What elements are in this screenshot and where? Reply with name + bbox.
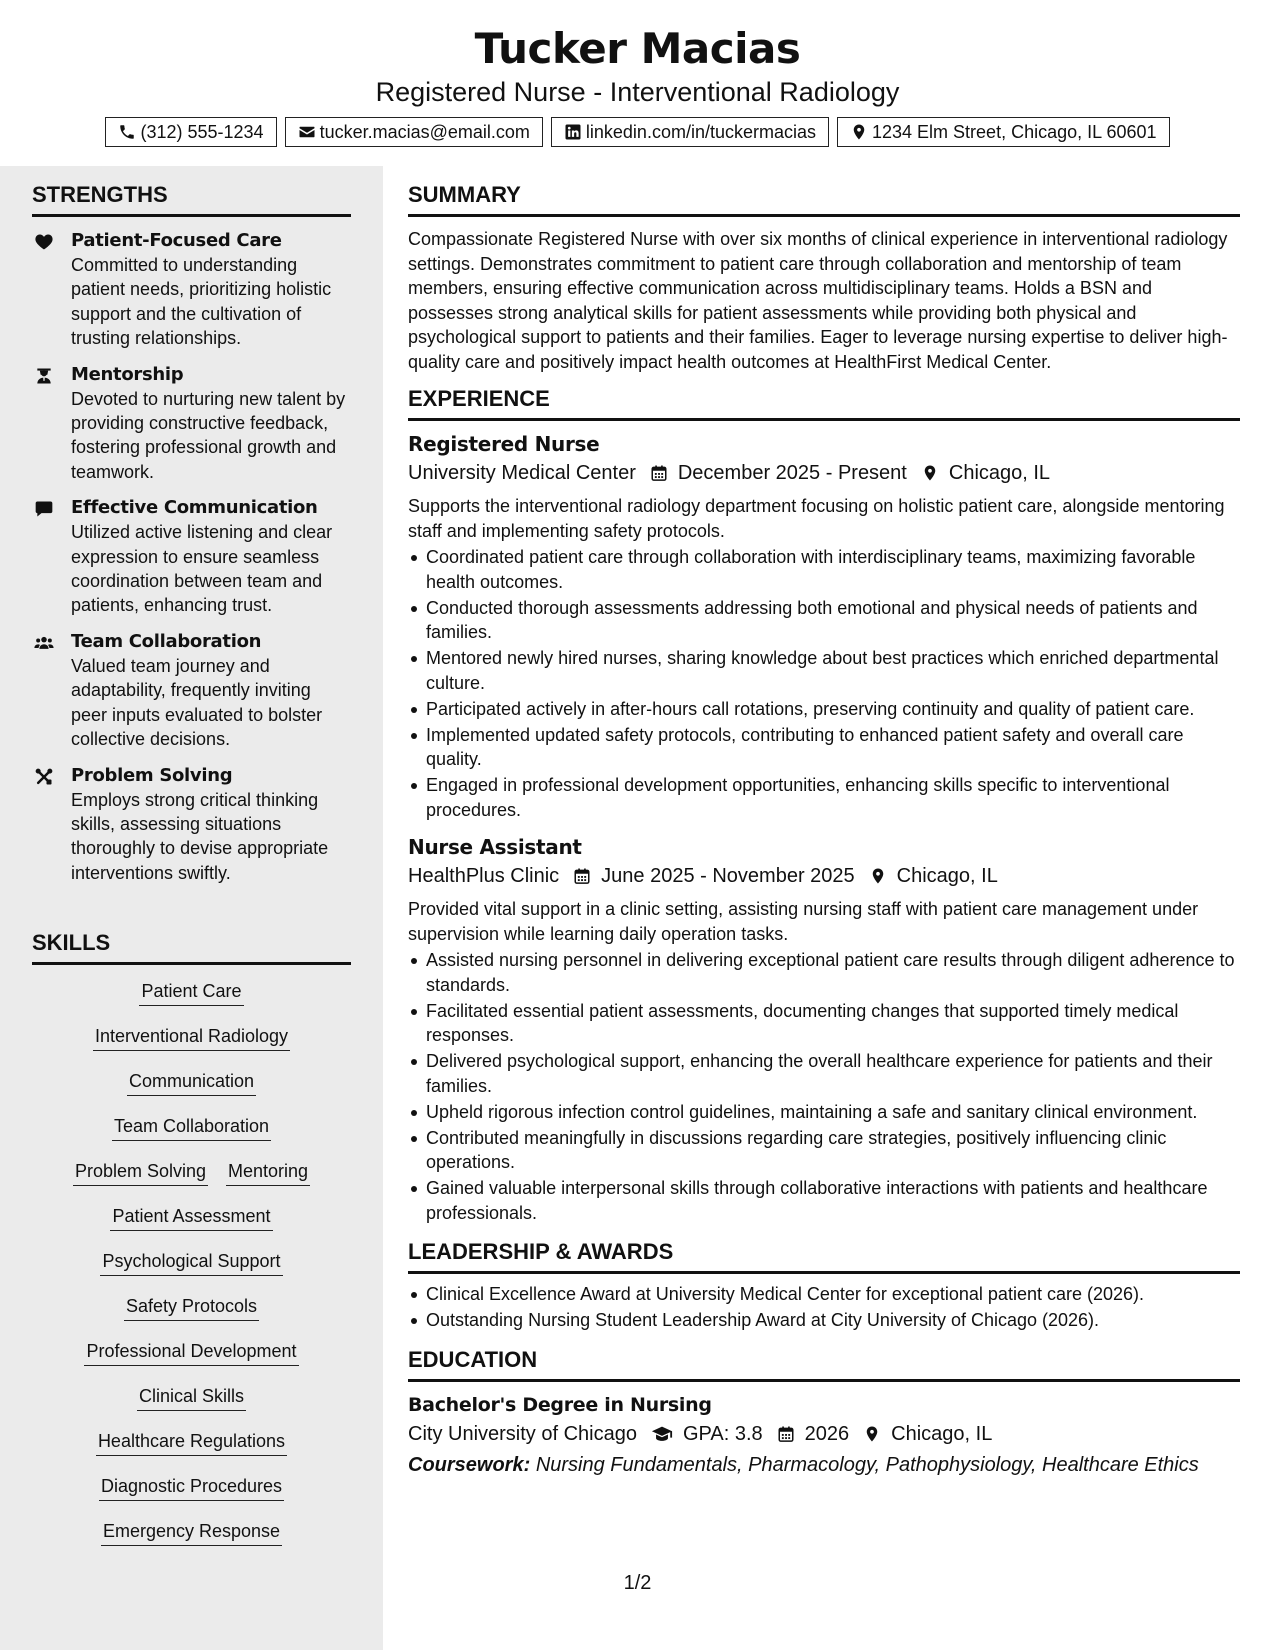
edu-degree: Bachelor's Degree in Nursing [408,1393,712,1416]
skill-tag: Diagnostic Procedures [99,1474,284,1501]
skills-heading: SKILLS [32,930,351,965]
strength-desc: Utilized active listening and clear expression to ensure seamless coordination between team and patients, enhancing trust. [71,522,333,616]
tools-icon [34,767,54,787]
edu-gpa: GPA: 3.8 [682,1422,763,1445]
skill-tag: Patient Care [139,979,243,1006]
strength-desc: Devoted to nurturing new talent by providing constructive feedback, fostering professional growth and teamwork. [71,388,346,482]
graduation-cap-icon [651,1423,673,1445]
skill-tag: Emergency Response [101,1519,282,1546]
map-pin-icon [863,1425,881,1443]
strength-title: Team Collaboration [71,630,262,652]
resume-header [0,0,1275,147]
skill-tag: Problem Solving [73,1159,208,1186]
page-number: 1/2 [623,1572,652,1594]
contact-address [837,117,1170,147]
skill-tag: Safety Protocols [124,1294,259,1321]
skill-tag: Psychological Support [100,1249,282,1276]
edu-school: City University of Chicago [408,1422,637,1445]
job-description: Provided vital support in a clinic setting, assisting nursing staff with patient care management under supervision while learning daily operation tasks. [408,899,1199,944]
candidate-title: Registered Nurse - Interventional Radiology [375,77,900,107]
job-entry [408,431,1240,822]
strength-desc: Committed to understanding patient needs, prioritizing holistic support and the cultivation of trusting relationships. [71,255,332,349]
experience-heading: EXPERIENCE [408,386,1240,421]
main-content [408,166,1240,1479]
job-bullet: Implemented updated safety protocols, contributing to enhanced patient safety and overall care quality. [408,723,1240,772]
map-pin-icon [869,867,887,885]
job-bullet: Facilitated essential patient assessments, documenting changes that supported timely medical responses. [408,999,1240,1048]
job-meta [408,861,1240,891]
strength-title: Problem Solving [71,764,233,786]
job-meta [408,458,1240,488]
coursework-list: Nursing Fundamentals, Pharmacology, Pathophysiology, Healthcare Ethics [535,1453,1199,1476]
job-entry [408,834,1240,1225]
job-bullets [408,948,1240,1225]
contact-email-text: tucker.macias@email.com [319,121,530,142]
candidate-name: Tucker Macias [474,24,801,73]
edu-year: 2026 [804,1422,850,1445]
job-location: Chicago, IL [896,865,998,887]
strength-desc: Employs strong critical thinking skills, assessing situations thoroughly to devise appropriate interventions swiftly. [71,789,329,883]
heart-icon [34,232,54,252]
linkedin-icon [564,123,582,141]
phone-icon [118,123,136,141]
envelope-icon [298,123,316,141]
strength-desc: Valued team journey and adaptability, frequently inviting peer inputs evaluated to bolster collective decisions. [71,655,323,750]
calendar-icon [573,867,591,885]
award-item: Clinical Excellence Award at University Medical Center for exceptional patient care (2026). [408,1282,1240,1307]
sidebar [0,166,383,1650]
contact-phone-text: (312) 555-1234 [140,121,264,142]
contact-address-text: 1234 Elm Street, Chicago, IL 60601 [872,121,1157,142]
contact-email[interactable] [285,117,543,147]
strength-title: Patient-Focused Care [71,230,282,251]
strength-item [32,496,351,618]
users-icon [34,633,54,653]
awards-list [408,1282,1240,1333]
job-role: Registered Nurse [408,432,600,456]
job-bullet: Coordinated patient care through collaboration with interdisciplinary teams, maximizing favorable health outcomes. [408,545,1240,594]
contact-linkedin-text: linkedin.com/in/tuckermacias [585,121,816,142]
skill-tag: Interventional Radiology [93,1024,290,1051]
map-pin-icon [921,464,939,482]
strengths-heading: STRENGTHS [32,182,351,217]
job-bullets [408,545,1240,822]
strengths-section [32,182,351,897]
skill-tag: Communication [127,1069,256,1096]
skill-tag: Patient Assessment [110,1204,272,1231]
map-pin-icon [850,123,868,141]
summary-section [408,182,1240,374]
skill-tag: Professional Development [84,1339,298,1366]
skill-tag: Team Collaboration [112,1114,271,1141]
calendar-icon [777,1425,795,1443]
edu-meta [408,1419,1240,1449]
job-bullet: Upheld rigorous infection control guidelines, maintaining a safe and sanitary clinical environment. [408,1100,1240,1125]
strength-title: Effective Communication [71,497,318,519]
coursework-label: Coursework: [408,1453,531,1476]
job-bullet: Delivered psychological support, enhancing the overall healthcare experience for patients and their families. [408,1049,1240,1098]
education-heading: EDUCATION [408,1347,1240,1382]
job-bullet: Engaged in professional development opportunities, enhancing skills specific to interventional procedures. [408,773,1240,822]
job-bullet: Assisted nursing personnel in delivering exceptional patient care results through diligent adherence to standards. [408,948,1240,997]
job-org: University Medical Center [408,462,636,484]
contact-phone[interactable] [105,117,276,147]
comment-icon [34,499,54,519]
strength-item [32,630,351,752]
skills-section [32,930,351,1564]
skill-tag: Clinical Skills [137,1384,246,1411]
mentor-icon [34,366,54,386]
calendar-icon [650,464,668,482]
strength-item [32,229,351,351]
skills-list [32,979,351,1564]
job-dates: December 2025 - Present [677,462,907,484]
job-description: Supports the interventional radiology department focusing on holistic patient care, alongside mentoring staff and implementing safety protocols. [408,496,1225,541]
awards-heading: LEADERSHIP & AWARDS [408,1239,1240,1274]
summary-heading: SUMMARY [408,182,1240,217]
edu-coursework [408,1451,1240,1479]
award-item: Outstanding Nursing Student Leadership Award at City University of Chicago (2026). [408,1308,1240,1333]
edu-location: Chicago, IL [891,1422,993,1445]
strength-title: Mentorship [71,363,184,385]
job-role: Nurse Assistant [408,835,582,859]
skill-tag: Healthcare Regulations [96,1429,287,1456]
job-bullet: Contributed meaningfully in discussions regarding care strategies, positively influencing clinic operations. [408,1126,1240,1175]
job-dates: June 2025 - November 2025 [601,865,855,887]
strength-item [32,363,351,485]
contact-linkedin[interactable] [551,117,829,147]
job-bullet: Mentored newly hired nurses, sharing knowledge about best practices which enriched departmental culture. [408,646,1240,695]
job-org: HealthPlus Clinic [408,865,560,887]
education-section [408,1347,1240,1479]
awards-section [408,1239,1240,1333]
experience-section [408,386,1240,1225]
job-bullet: Gained valuable interpersonal skills through collaborative interactions with patients and healthcare professionals. [408,1176,1240,1225]
summary-text: Compassionate Registered Nurse with over six months of clinical experience in interventional radiology settings. Demonstrates commitment to patient care through collaboration and mentorship of team members, ensuring effective communication across multidisciplinary teams. Holds a BSN and possesses strong analytical skills for patient assessments while providing both physical and psychological support to patients and their families. Eager to leverage nursing expertise to deliver high-quality care and positively impact health outcomes at HealthFirst Medical Center. [408,229,1228,372]
contact-bar [0,117,1275,147]
job-bullet: Conducted thorough assessments addressing both emotional and physical needs of patients and families. [408,596,1240,645]
job-location: Chicago, IL [948,462,1051,484]
strength-item [32,764,351,886]
skill-tag: Mentoring [226,1159,310,1186]
job-bullet: Participated actively in after-hours call rotations, preserving continuity and quality of patient care. [408,697,1240,722]
